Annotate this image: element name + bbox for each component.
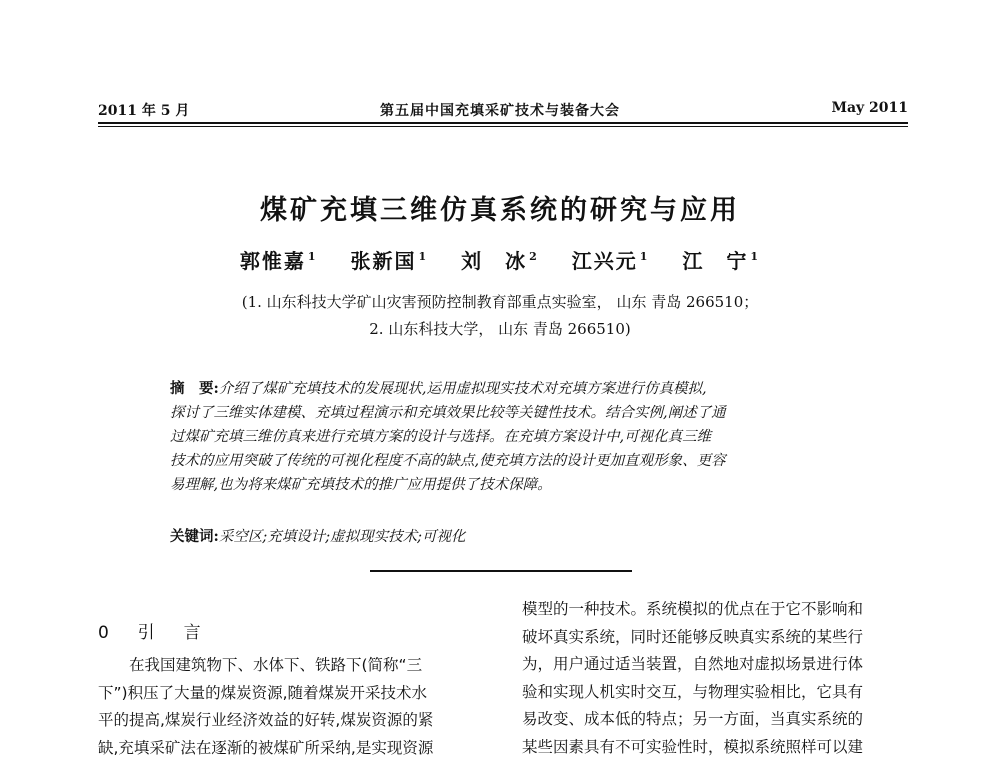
keywords	[170, 525, 466, 546]
body-line: 缺,充填采矿法在逐渐的被煤矿所采纳,是实现资源	[98, 735, 490, 762]
abstract-label: 摘 要:	[170, 380, 219, 397]
body-line: 破坏真实系统，同时还能够反映真实系统的某些行	[522, 624, 910, 652]
author-name: 郭惟嘉	[240, 249, 306, 273]
paper-title: 煤矿充填三维仿真系统的研究与应用	[100, 188, 900, 227]
body-column-right	[522, 596, 910, 761]
author-affiliation-mark: 1	[308, 250, 318, 263]
affiliation-line: 2. 山东科技大学， 山东 青岛 266510)	[100, 318, 900, 339]
header-rule-thin	[98, 126, 908, 127]
author-affiliation-mark: 2	[529, 250, 539, 263]
author	[240, 245, 318, 274]
section-number: 0	[98, 623, 115, 643]
author-name: 江 宁	[682, 249, 748, 273]
body-line: 模型的一种技术。系统模拟的优点在于它不影响和	[522, 596, 910, 624]
body-line: 平的提高,煤炭行业经济效益的好转,煤炭资源的紧	[98, 707, 490, 735]
body-line: 为，用户通过适当装置，自然地对虚拟场景进行体	[522, 651, 910, 679]
author-name: 刘 冰	[461, 249, 527, 273]
body-line: 某些因素具有不可实验性时，模拟系统照样可以建	[522, 734, 910, 762]
abstract-line: 探讨了三维实体建模、充填过程演示和充填效果比较等关键性技术。结合实例,阐述了通	[170, 401, 842, 425]
author-affiliation-mark: 1	[640, 250, 650, 263]
abstract-line: 易理解,也为将来煤矿充填技术的推广应用提供了技术保障。	[170, 473, 842, 497]
author-name: 江兴元	[572, 249, 638, 273]
body-column-left	[98, 652, 490, 762]
section-title: 引 言	[138, 623, 207, 643]
section-separator-rule	[370, 570, 632, 572]
running-header-date-en: May 2011	[831, 100, 908, 116]
body-line: 下”)积压了大量的煤炭资源,随着煤炭开采技术水	[98, 680, 490, 708]
author-affiliation-mark: 1	[419, 250, 429, 263]
abstract	[170, 377, 842, 497]
abstract-line	[170, 377, 842, 401]
body-line: 验和实现人机实时交互，与物理实验相比，它具有	[522, 679, 910, 707]
author-list	[100, 245, 900, 274]
author	[351, 245, 429, 274]
author-affiliation-mark: 1	[750, 250, 760, 263]
body-line: 在我国建筑物下、水体下、铁路下(简称“三	[98, 652, 490, 680]
abstract-line: 技术的应用突破了传统的可视化程度不高的缺点,使充填方法的设计更加直观形象、更容	[170, 449, 842, 473]
keywords-text: 采空区;充填设计;虚拟现实技术;可视化	[219, 529, 466, 545]
keywords-label: 关键词:	[170, 528, 219, 545]
author	[572, 245, 650, 274]
author-name: 张新国	[351, 249, 417, 273]
header-rule	[98, 122, 908, 124]
section-heading	[98, 618, 207, 643]
running-header-date: 2011 年 5 月	[98, 100, 189, 120]
abstract-line: 过煤矿充填三维仿真来进行充填方案的设计与选择。在充填方案设计中,可视化真三维	[170, 425, 842, 449]
author	[682, 245, 760, 274]
body-line: 易改变、成本低的特点；另一方面，当真实系统的	[522, 706, 910, 734]
abstract-text: 介绍了煤矿充填技术的发展现状,运用虚拟现实技术对充填方案进行仿真模拟,	[219, 381, 707, 397]
author	[461, 245, 539, 274]
running-header-conference: 第五届中国充填采矿技术与装备大会	[320, 100, 680, 120]
affiliation-line: (1. 山东科技大学矿山灾害预防控制教育部重点实验室， 山东 青岛 266510；	[100, 291, 900, 312]
